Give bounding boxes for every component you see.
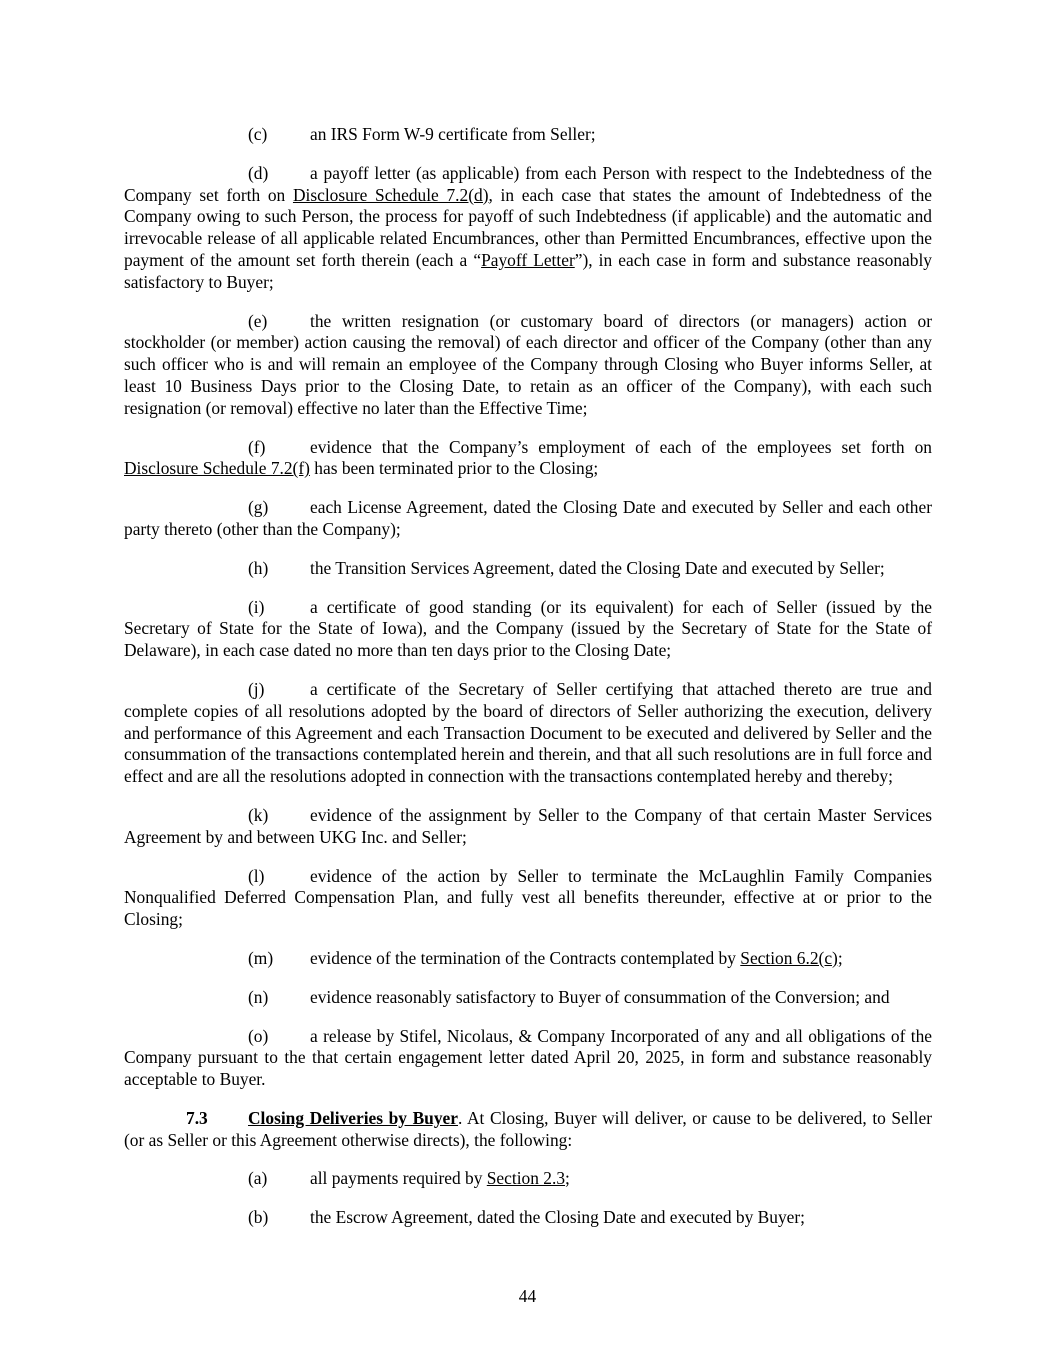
clause-text: evidence of the assignment by Seller to the Company of that certain Master Services Agreement by and between UKG Inc. and Seller; xyxy=(124,804,932,847)
clause-k xyxy=(124,805,932,849)
clause-e xyxy=(124,311,932,420)
clause-m xyxy=(124,948,932,970)
clause-j xyxy=(124,679,932,788)
clause-text: a certificate of good standing (or its equivalent) for each of Seller (issued by the Secretary of State for the State of Iowa), and the Company (issued by the Secretary of State for the State of Delaware), in each case dated no more than ten days prior to the Closing Date; xyxy=(124,596,932,661)
clause-text: ”), in each case in form and substance reasonably satisfactory to Buyer; xyxy=(124,249,932,292)
page-number: 44 xyxy=(518,1286,537,1306)
clause-d xyxy=(124,163,932,294)
clause-text: , in each case that states the amount of Indebtedness of the Company owing to such Person, the process for payoff of such Indebtedness (if applicable) and the automatic and irrevocable release of all applicable related Encumbrances, other than Permitted Encumbrances, effective upon the payment of the amount set forth therein (each a “ xyxy=(124,184,933,270)
clause-c xyxy=(124,124,932,146)
section-text: . At Closing, Buyer will deliver, or cause to be delivered, to Seller (or as Seller or this Agreement otherwise directs), the following: xyxy=(124,1107,932,1150)
clause-7-3-a xyxy=(124,1168,932,1190)
clause-text: ; xyxy=(565,1168,570,1189)
section-7-3 xyxy=(124,1108,932,1152)
clause-o xyxy=(124,1026,932,1091)
clause-text: evidence of the termination of the Contracts contemplated by xyxy=(310,947,741,968)
clause-text: each License Agreement, dated the Closing Date and executed by Seller and each other party thereto (other than the Company); xyxy=(124,497,932,539)
clause-text: ; xyxy=(837,947,843,968)
clause-n xyxy=(124,987,932,1009)
clause-text: has been terminated prior to the Closing; xyxy=(309,458,599,479)
schedule-reference: Disclosure Schedule 7.2(d) xyxy=(292,184,489,205)
clause-text: a certificate of the Secretary of Seller certifying that attached thereto are true and complete copies of all resolutions adopted by the board of directors of Seller authorizing the execution, delivery and performance of this Agreement and each Transaction Document to be executed and delivered by Seller and the consummation of the transactions contemplated herein and therein, and that all such resolutions are in full force and effect and are all the resolutions adopted in connection with the transactions contemplated hereby and thereby; xyxy=(124,678,932,787)
clause-label: (j) xyxy=(248,678,265,699)
clause-label: (l) xyxy=(248,865,265,886)
clause-text: evidence of the action by Seller to terminate the McLaughlin Family Companies Nonqualified Deferred Compensation Plan, and fully vest all benefits thereunder, effective at or prior to the Closing; xyxy=(124,865,932,930)
section-reference: Section 6.2(c) xyxy=(740,947,838,968)
clause-i xyxy=(124,597,932,662)
clause-text: evidence reasonably satisfactory to Buyer of consummation of the Conversion; and xyxy=(310,986,890,1007)
clause-text: an IRS Form W-9 certificate from Seller; xyxy=(310,124,596,144)
clause-label: (n) xyxy=(248,986,269,1007)
clause-label: (g) xyxy=(248,497,269,518)
clause-label: (o) xyxy=(248,1025,269,1046)
clause-f xyxy=(124,437,932,481)
clause-text: a payoff letter (as applicable) from each Person with respect to the Indebtedness of the Company set forth on xyxy=(124,162,932,205)
clause-g xyxy=(124,497,932,541)
clause-text: the Escrow Agreement, dated the Closing Date and executed by Buyer; xyxy=(310,1207,805,1228)
clause-text: evidence that the Company’s employment of each of the employees set forth on xyxy=(310,436,932,457)
clause-label: (i) xyxy=(248,596,265,617)
clause-text: a release by Stifel, Nicolaus, & Company Incorporated of any and all obligations of the Company pursuant to the that certain engagement letter dated April 20, 2025, in form and substance reasonably acceptable to Buyer. xyxy=(124,1025,932,1090)
clause-label: (h) xyxy=(248,557,269,578)
clause-h xyxy=(124,558,932,580)
schedule-reference: Disclosure Schedule 7.2(f) xyxy=(124,458,310,479)
section-number: 7.3 xyxy=(186,1107,208,1128)
clause-label: (e) xyxy=(248,310,268,331)
clause-label: (c) xyxy=(248,124,268,144)
clause-label: (k) xyxy=(248,804,269,825)
clause-text: all payments required by xyxy=(310,1168,487,1189)
document-page xyxy=(124,124,932,1246)
clause-label: (m) xyxy=(248,947,274,968)
clause-l xyxy=(124,866,932,931)
defined-term: Payoff Letter xyxy=(481,249,575,270)
section-reference: Section 2.3 xyxy=(486,1168,566,1189)
clause-7-3-b xyxy=(124,1207,932,1229)
section-title: Closing Deliveries by Buyer xyxy=(248,1107,458,1128)
clause-label: (f) xyxy=(248,436,266,457)
clause-text: the Transition Services Agreement, dated the Closing Date and executed by Seller; xyxy=(310,557,885,578)
clause-label: (d) xyxy=(248,162,269,183)
clause-label: (b) xyxy=(248,1207,269,1228)
clause-label: (a) xyxy=(248,1168,268,1189)
clause-text: the written resignation (or customary board of directors (or managers) action or stockholder (or member) action causing the removal) of each director and officer of the Company (other than any such officer who is and will remain an employee of the Company through Closing who Buyer informs Seller, at least 10 Business Days prior to the Closing Date, to retain as an officer of the Company), with each such resignation (or removal) effective no later than the Effective Time; xyxy=(124,310,932,418)
